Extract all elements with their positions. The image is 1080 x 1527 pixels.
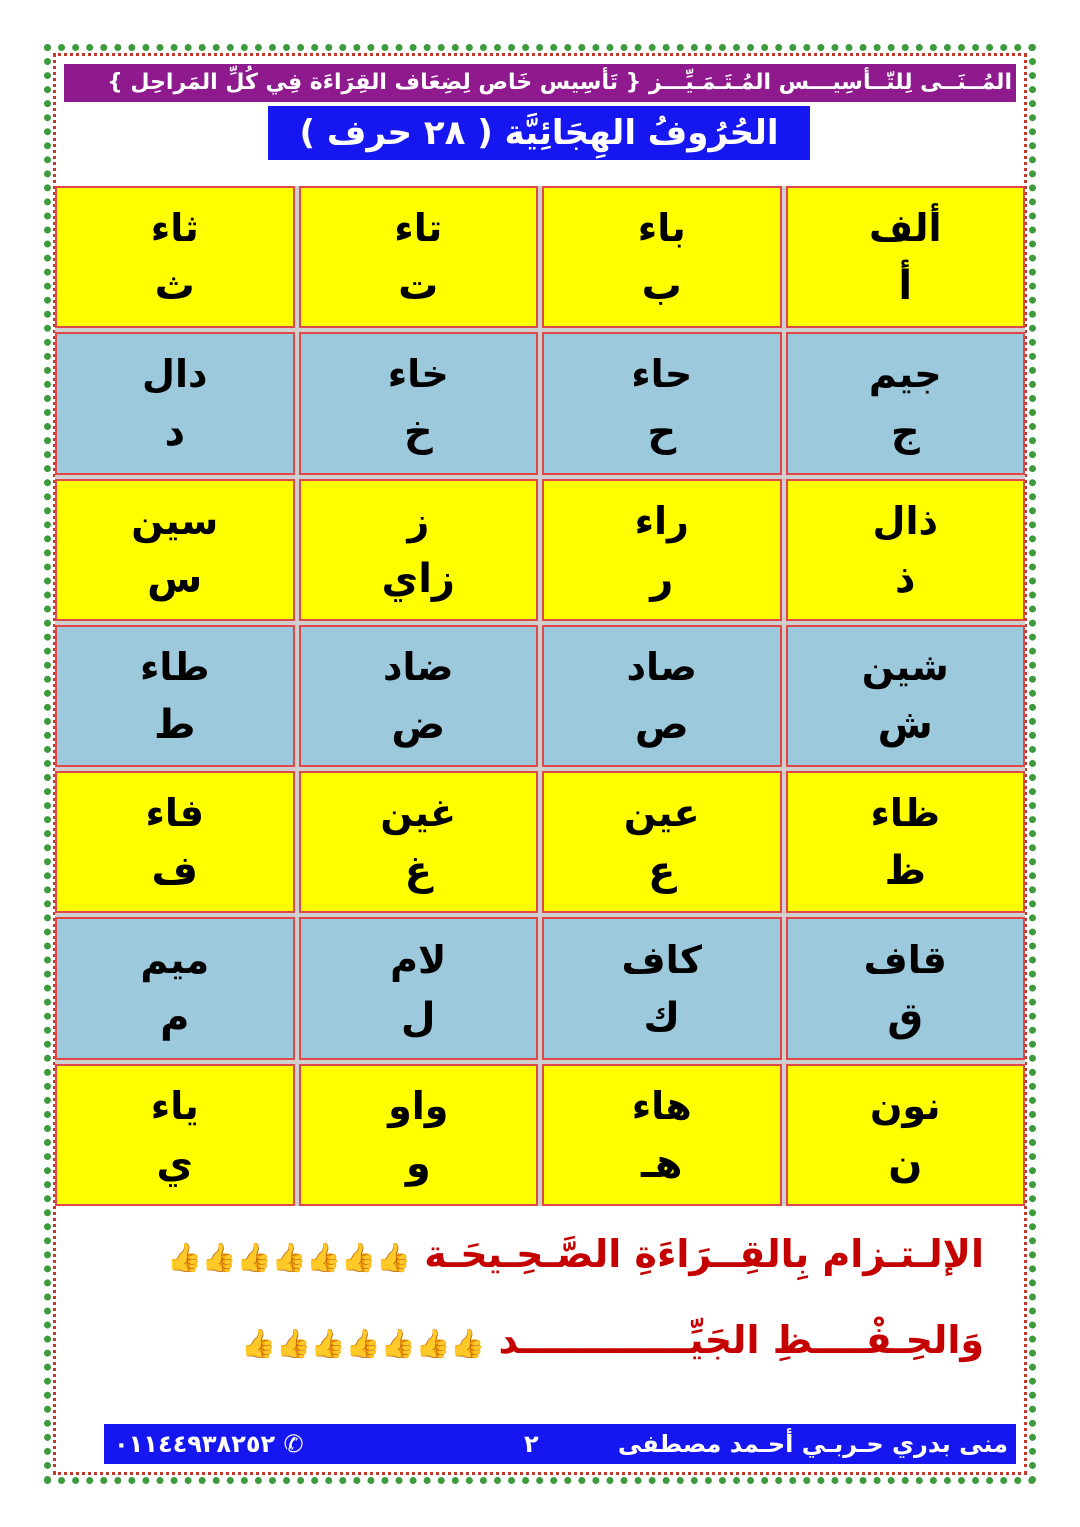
letter-glyph: خ [403, 409, 433, 456]
top-banner: المُــنَــى لِلتّــأسِيـــس المُـتَـمَـيِّـــز { تَأسِيس خَاص لِضِعَاف القِرَاءَة فِي كُلِّ المَراحِل } [64, 64, 1016, 102]
letter-glyph: ث [154, 263, 195, 310]
letter-glyph: م [160, 994, 190, 1041]
letter-glyph: ك [643, 994, 681, 1041]
letter-cell [786, 186, 1026, 328]
letter-glyph: ق [887, 994, 924, 1041]
phone-digits: ٠١١٤٤٩٣٨٢٥٢ [114, 1430, 276, 1458]
letter-cell [786, 625, 1026, 767]
letter-glyph: ج [890, 409, 920, 456]
letter-cell [542, 1064, 782, 1206]
letter-glyph: ض [391, 701, 446, 748]
letter-name: ألف [868, 206, 942, 251]
footer-line-1 [166, 1232, 984, 1276]
letter-name: طاء [140, 644, 210, 689]
letter-cell [55, 479, 295, 621]
letter-glyph: ش [877, 701, 933, 748]
letter-name: ميم [140, 937, 210, 982]
letters-grid [55, 186, 1025, 1206]
letter-name: ذال [872, 498, 938, 543]
letter-name: جيم [868, 352, 942, 397]
letter-name: نون [869, 1083, 941, 1128]
letter-glyph: س [147, 555, 203, 602]
letter-glyph: ي [156, 1140, 194, 1187]
page-title: الحُرُوفُ الهِجَائِيَّة ( ٢٨ حرف ) [268, 106, 810, 160]
letter-cell [55, 771, 295, 913]
letter-name: راء [634, 498, 689, 543]
letter-cell [299, 186, 539, 328]
footer-line-2 [224, 1318, 984, 1362]
letter-name: صاد [626, 644, 697, 689]
bottom-bar [104, 1424, 1016, 1464]
letter-glyph: ت [398, 263, 439, 310]
letter-glyph: ن [888, 1140, 923, 1187]
letter-glyph: أ [898, 263, 913, 310]
letter-cell [786, 917, 1026, 1059]
letter-glyph: ذ [894, 555, 916, 602]
letter-cell [542, 332, 782, 474]
letter-cell [542, 917, 782, 1059]
letter-name: هاء [631, 1083, 692, 1128]
letter-cell [55, 1064, 295, 1206]
letter-cell [55, 186, 295, 328]
letter-name: ظاء [870, 791, 940, 836]
letter-name: حاء [631, 352, 693, 397]
letter-name: تاء [394, 206, 443, 251]
letter-cell [299, 1064, 539, 1206]
letter-name: باء [637, 206, 686, 251]
letter-cell [299, 771, 539, 913]
letter-glyph: ح [647, 409, 677, 456]
letter-cell [542, 479, 782, 621]
letter-cell [299, 625, 539, 767]
letter-name: خاء [387, 352, 449, 397]
letter-name: ز [407, 498, 430, 543]
letter-cell [55, 332, 295, 474]
letter-glyph: زاي [381, 555, 455, 602]
letter-glyph: د [164, 409, 186, 456]
letter-glyph: ص [634, 701, 689, 748]
page-number: ٢ [524, 1430, 539, 1458]
letter-cell [786, 771, 1026, 913]
letter-glyph: ب [641, 263, 682, 310]
letter-name: عين [623, 791, 700, 836]
letter-name: قاف [863, 937, 947, 982]
letter-cell [299, 332, 539, 474]
letter-cell [55, 625, 295, 767]
letter-cell [299, 479, 539, 621]
letter-glyph: هـ [641, 1140, 683, 1187]
letter-glyph: ع [648, 848, 676, 895]
footer-line-1-text: الإلـتـزام بِالقِــرَاءَةِ الصَّـحِـيحَـة [424, 1232, 984, 1276]
letter-name: سين [131, 498, 219, 543]
letter-cell [299, 917, 539, 1059]
letter-cell [542, 186, 782, 328]
letter-name: شين [861, 644, 949, 689]
letter-name: دال [142, 352, 208, 397]
letter-name: ضاد [383, 644, 454, 689]
letter-cell [786, 332, 1026, 474]
letter-glyph: و [405, 1140, 431, 1187]
letter-cell [55, 917, 295, 1059]
footer-line-2-text: وَالحِـفْــــظِ الجَيِّـــــــــــــد [498, 1318, 984, 1362]
letter-glyph: ر [650, 555, 674, 602]
letter-cell [786, 479, 1026, 621]
letter-name: ياء [150, 1083, 199, 1128]
thumbs-up-icon: 👍👍👍👍👍👍👍 [241, 1327, 486, 1360]
letter-glyph: غ [404, 848, 432, 895]
whatsapp-icon: ✆ [283, 1430, 304, 1458]
letter-name: كاف [621, 937, 703, 982]
letter-name: ثاء [150, 206, 199, 251]
phone-number [114, 1424, 304, 1464]
letter-glyph: ل [400, 994, 436, 1041]
letter-cell [786, 1064, 1026, 1206]
author-name: منى بدري حـربـي أحـمد مصطفى [617, 1430, 1008, 1458]
letter-name: فاء [145, 791, 205, 836]
thumbs-up-icon: 👍👍👍👍👍👍👍 [166, 1241, 412, 1274]
letter-name: لام [390, 937, 447, 982]
letter-name: واو [388, 1083, 449, 1128]
letter-cell [542, 771, 782, 913]
letter-name: غين [380, 791, 457, 836]
letter-glyph: ف [151, 848, 198, 895]
letter-glyph: ظ [884, 848, 927, 895]
letter-glyph: ط [153, 701, 196, 748]
letter-cell [542, 625, 782, 767]
